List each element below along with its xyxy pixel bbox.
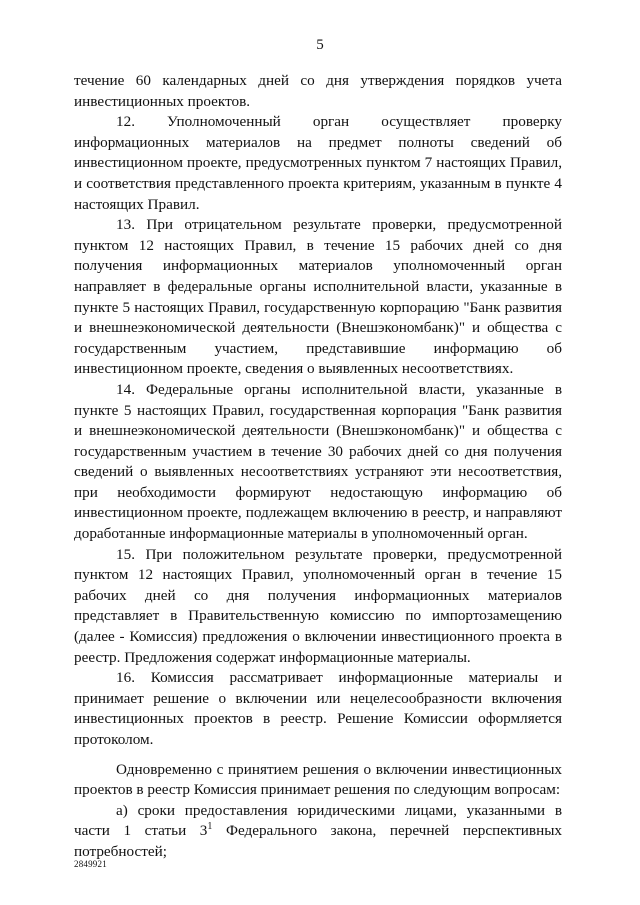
page-number: 5 [316, 37, 324, 53]
paragraph-16: 16. Комиссия рассматривает информационные материалы и принимает решение о включении или нецелесообразности включения инвестиционных проектов в реестр. Решение Комиссии оформляется протоколом. [74, 669, 562, 748]
paragraph-13: 13. При отрицательном результате проверки, предусмотренной пунктом 12 настоящих Правил, в течение 15 рабочих дней со дня получения информационных материалов уполномоченный орган направляет в федеральные органы исполнительной власти, указанные в пункте 5 настоящих Правил, государственную корпорацию "Банк развития и внешнеэкономической деятельности (Внешэкономбанк)" и общества с государственным участием, представившие информацию об инвестиционном проекте, сведения о выявленных несоответствиях. [74, 216, 562, 378]
paragraph-14: 14. Федеральные органы исполнительной власти, указанные в пункте 5 настоящих Правил, государственная корпорация "Банк развития и внешнеэкономической деятельности (Внешэкономбанк)" и общества с государственным участием в течение 30 рабочих дней со дня получения сведений о выявленных несоответствиях устраняют эти несоответствия, при необходимости формируют недостающую информацию об инвестиционном проекте, подлежащем включению в реестр, и направляют доработанные информационные материалы в уполномоченный орган. [74, 380, 562, 543]
paragraph-simultaneous-decision: Одновременно с принятием решения о включении инвестиционных проектов в реестр Комиссия принимает решения по следующим вопросам: [74, 760, 562, 799]
paragraph-15: 15. При положительном результате проверки, предусмотренной пунктом 12 настоящих Правил, уполномоченный орган в течение 15 рабочих дней со дня получения информационных материалов представляет в Правительственную комиссию по импортозамещению (далее - Комиссия) предложения о включении инвестиционного проекта в реестр. Предложения содержат информационные материалы. [74, 545, 562, 666]
paragraph-item-a [74, 801, 562, 863]
article-superscript: 1 [207, 821, 213, 833]
document-body [74, 71, 562, 863]
item-a-text-start: а) сроки предоставления юридическими лицами, указанными в части 1 статьи 3 [74, 801, 562, 840]
document-code: 2849921 [74, 859, 107, 869]
item-a-text-end: Федерального закона, перечней перспективных потребностей; [74, 822, 562, 860]
paragraph-continuation: течение 60 календарных дней со дня утверждения порядков учета инвестиционных проектов. [74, 72, 562, 110]
paragraph-12: 12. Уполномоченный орган осуществляет проверку информационных материалов на предмет полноты сведений об инвестиционном проекте, предусмотренных пунктом 7 настоящих Правил, и соответствия представленного проекта критериям, указанным в пункте 4 настоящих Правил. [74, 113, 562, 213]
